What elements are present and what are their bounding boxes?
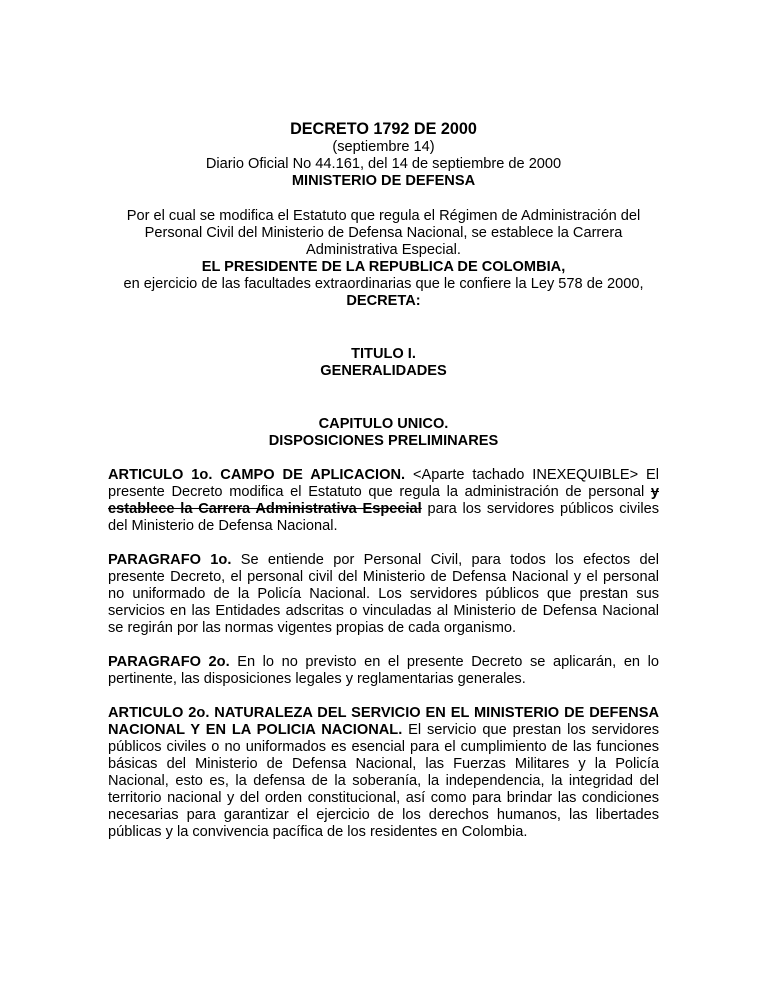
diario-oficial: Diario Oficial No 44.161, del 14 de septiembre de 2000 — [205, 156, 562, 172]
decree-purpose — [108, 208, 659, 259]
powers-clause: en ejercicio de las facultades extraordinarias que le confiere la Ley 578 de 2000, — [123, 276, 644, 292]
titulo-section — [108, 346, 659, 380]
capitulo-section — [108, 416, 659, 450]
capitulo-number: CAPITULO UNICO. — [318, 416, 449, 432]
president-heading: EL PRESIDENTE DE LA REPUBLICA DE COLOMBIA, — [201, 259, 566, 275]
article-1-text-after: para los servidores públicos civiles del Ministerio de Defensa Nacional. — [108, 501, 660, 534]
titulo-number: TITULO I. — [351, 346, 416, 362]
article-1 — [108, 467, 659, 535]
article-2-text: El servicio que prestan los servidores públicos civiles o no uniformados es esencial para el cumplimiento de las funciones básicas del Ministerio de Defensa Nacional, las Fuerzas Militares y la Policía Nacional, esto es, la defensa de la soberanía, la independencia, la integridad del territorio nacional y del orden constitucional, así como para brindar las condiciones necesarias para garantizar el ejercicio de los derechos humanos, las libertades públicas y la convivencia pacífica de los residentes en Colombia. — [108, 722, 659, 840]
titulo-name: GENERALIDADES — [320, 363, 447, 379]
paragraph-1 — [108, 552, 659, 637]
article-2 — [108, 705, 659, 841]
article-1-text-before: <Aparte tachado INEXEQUIBLE> El presente Decreto modifica el Estatuto que regula la administración de personal — [108, 467, 660, 500]
paragraph-2-heading: PARAGRAFO 2o. — [108, 654, 230, 670]
paragraph-2-text: En lo no previsto en el presente Decreto se aplicarán, en lo pertinente, las disposiciones legales y reglamentarias generales. — [108, 654, 659, 687]
article-2-heading: ARTICULO 2o. NATURALEZA DEL SERVICIO EN EL MINISTERIO DE DEFENSA NACIONAL Y EN LA POLICIA NACIONAL. — [108, 705, 659, 738]
capitulo-name: DISPOSICIONES PRELIMINARES — [268, 433, 499, 449]
decree-date: (septiembre 14) — [332, 139, 435, 155]
ministry-name: MINISTERIO DE DEFENSA — [291, 173, 476, 189]
article-1-struck-text: y establece la Carrera Administrativa Especial — [108, 484, 659, 517]
purpose-line: Administrativa Especial. — [306, 242, 461, 258]
purpose-line: Personal Civil del Ministerio de Defensa Nacional, se establece la Carrera — [144, 225, 623, 241]
decree-title: DECRETO 1792 DE 2000 — [290, 120, 477, 138]
purpose-line: Por el cual se modifica el Estatuto que regula el Régimen de Administración del — [126, 208, 641, 224]
article-1-heading: ARTICULO 1o. CAMPO DE APLICACION. — [108, 467, 406, 483]
document-header — [108, 120, 659, 173]
paragraph-1-heading: PARAGRAFO 1o. — [108, 552, 232, 568]
paragraph-2 — [108, 654, 659, 688]
decreta-heading: DECRETA: — [346, 293, 421, 309]
paragraph-1-text: Se entiende por Personal Civil, para todos los efectos del presente Decreto, el personal civil del Ministerio de Defensa Nacional y el personal no uniformado de la Policía Nacional. Los servidores públicos que prestan sus servicios en las Entidades adscritas o vinculadas al Ministerio de Defensa Nacional se regirán por las normas vigentes propias de cada organismo. — [108, 552, 659, 636]
